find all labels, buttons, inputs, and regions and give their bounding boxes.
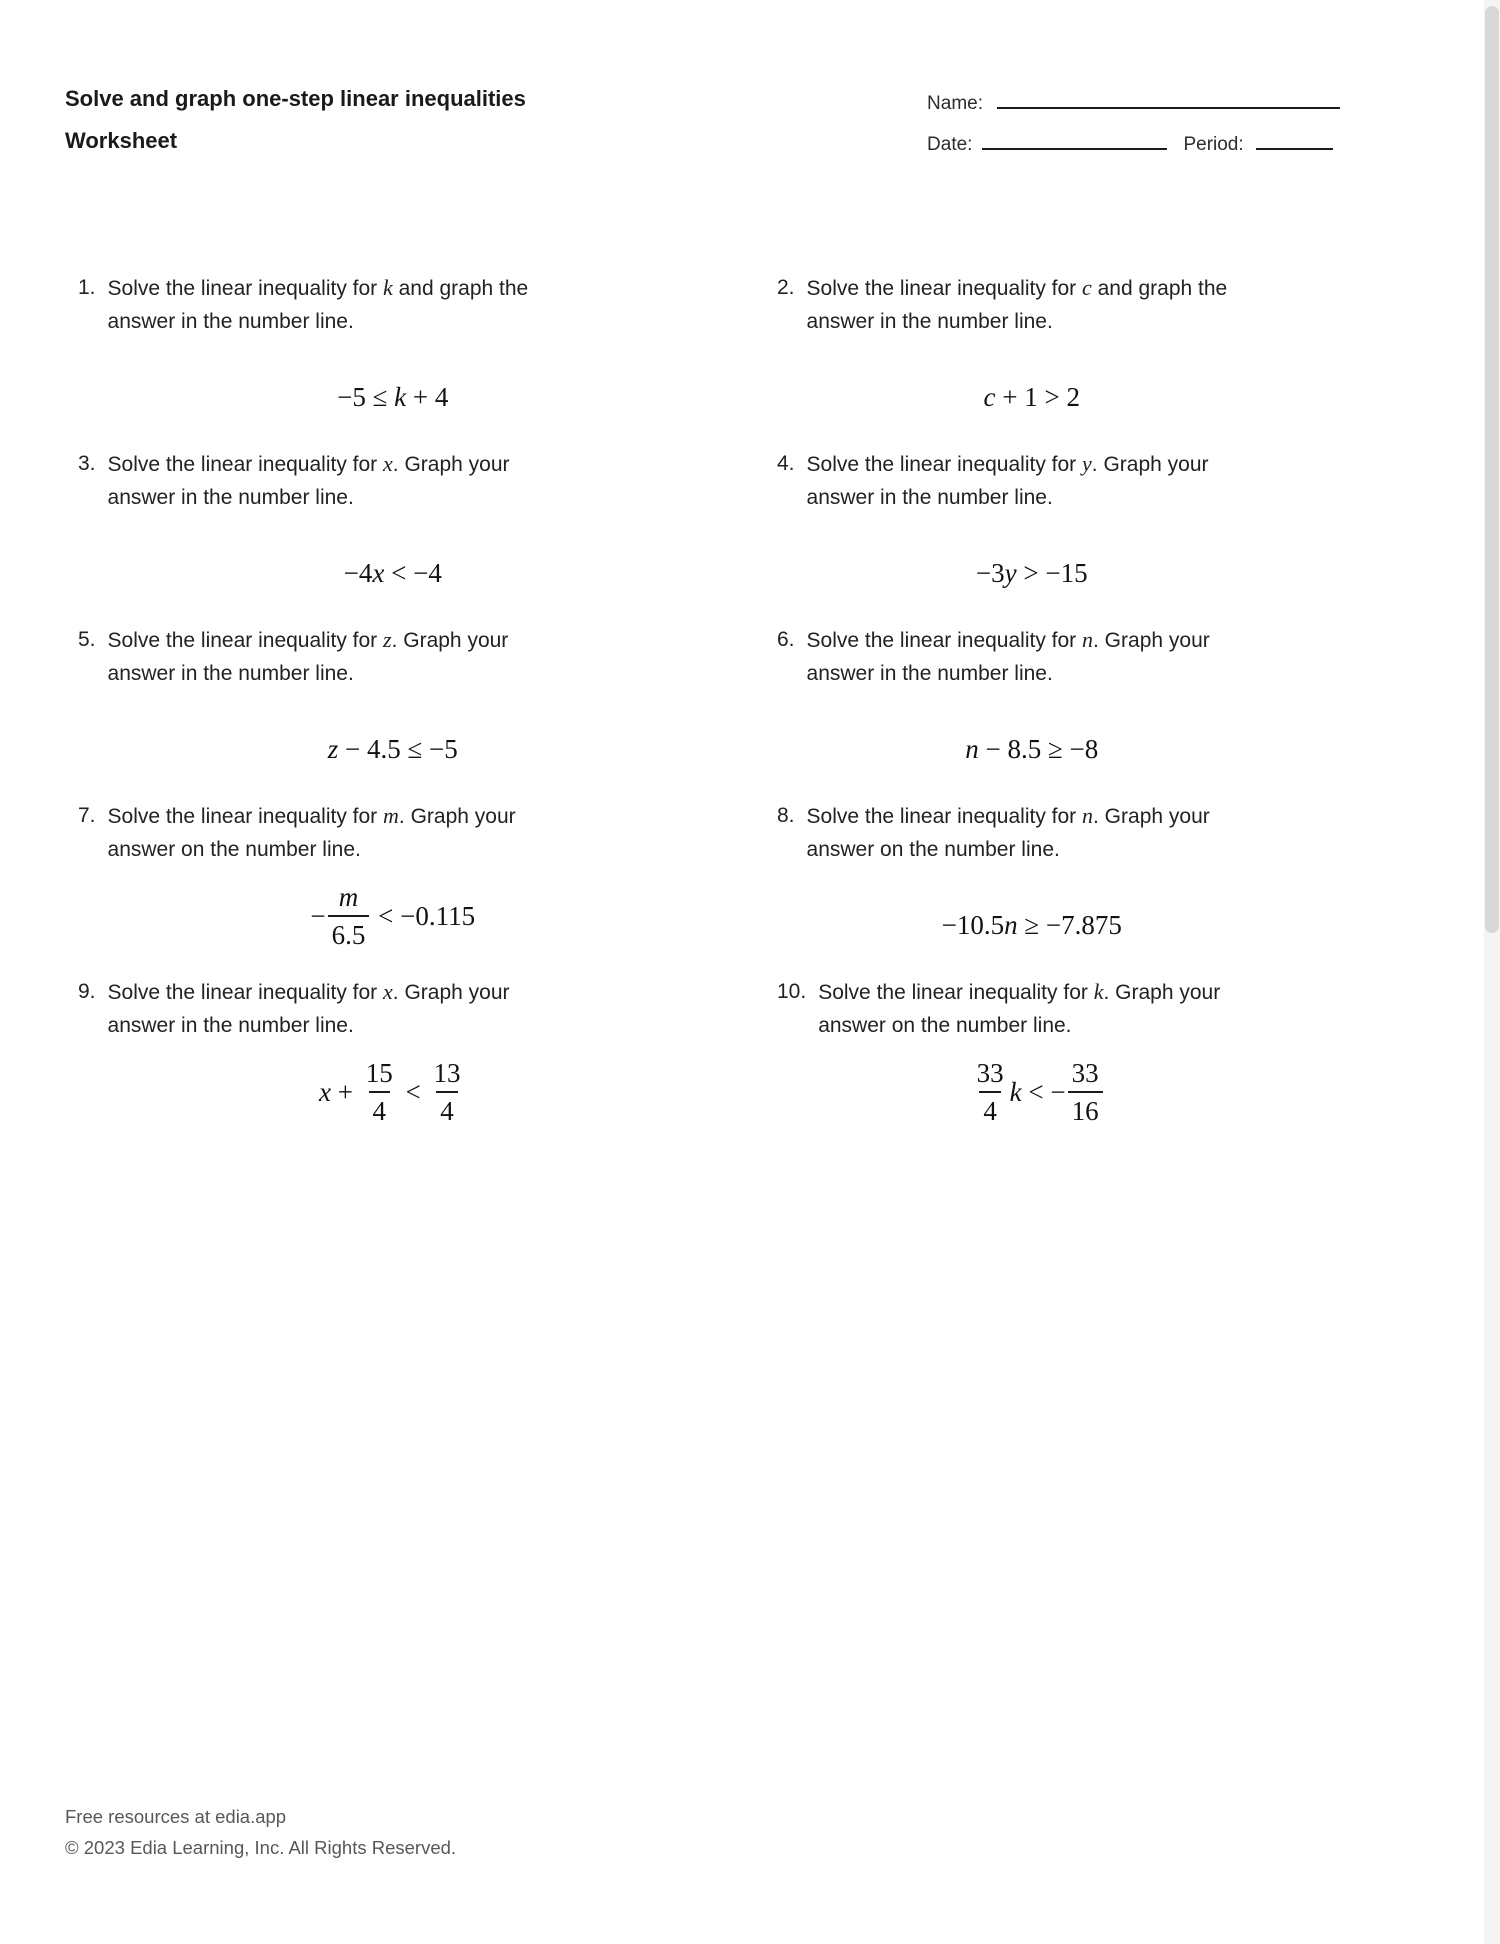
math-variable: x xyxy=(319,1077,332,1107)
math-text: . Graph your xyxy=(1091,453,1209,476)
math-text: + 4 xyxy=(406,382,449,412)
fraction-numerator xyxy=(362,1055,397,1091)
math-variable: n xyxy=(965,734,979,764)
problem-statement-line2 xyxy=(807,657,1257,690)
math-text: Solve the linear inequality for xyxy=(806,277,1083,300)
page-title-line2: Worksheet xyxy=(65,128,178,153)
problem-expression xyxy=(807,555,1257,591)
problem-expression xyxy=(108,555,558,591)
fraction-numerator xyxy=(429,1055,464,1091)
problem-body xyxy=(108,271,558,415)
problem-number: 5. xyxy=(78,628,96,651)
problem-item xyxy=(777,447,1257,623)
problem-body xyxy=(807,623,1257,767)
problem-body xyxy=(108,447,558,591)
math-text: − 8.5 ≥ −8 xyxy=(978,734,1099,764)
math-variable: y xyxy=(1004,558,1017,588)
problem-body xyxy=(807,271,1257,415)
problem-body xyxy=(108,623,558,767)
student-fields xyxy=(927,78,1340,162)
problem-statement-line1 xyxy=(108,447,558,481)
math-text: 13 xyxy=(433,1058,461,1088)
math-variable: z xyxy=(327,734,339,764)
math-text: . Graph your xyxy=(392,981,510,1004)
math-text: > −15 xyxy=(1016,558,1088,588)
problem-number: 1. xyxy=(78,276,96,299)
problem-statement-line2 xyxy=(807,305,1257,338)
fraction-denominator xyxy=(1068,1091,1103,1129)
math-variable: n xyxy=(1082,803,1094,828)
problem-statement-line2 xyxy=(108,657,558,690)
problem-number: 8. xyxy=(777,804,795,827)
problem-expression xyxy=(807,907,1257,943)
math-text: Solve the linear inequality for xyxy=(107,805,384,828)
math-variable: c xyxy=(983,382,996,412)
math-text: answer on the number line. xyxy=(818,1014,1072,1037)
problem-expression xyxy=(807,379,1257,415)
math-text: Solve the linear inequality for xyxy=(107,277,384,300)
math-variable: z xyxy=(383,627,392,652)
math-text: < − xyxy=(1021,1077,1066,1107)
worksheet-header xyxy=(0,0,1500,162)
page-title-line1: Solve and graph one-step linear inequalities xyxy=(65,86,526,111)
math-text: 33 xyxy=(976,1058,1004,1088)
problem-item xyxy=(777,975,1257,1151)
fraction-denominator xyxy=(328,915,370,953)
problem-number: 2. xyxy=(777,276,795,299)
name-field-row xyxy=(927,92,1340,115)
math-text: . Graph your xyxy=(1103,981,1221,1004)
problem-item xyxy=(78,271,558,447)
fraction-denominator xyxy=(979,1091,1001,1129)
problem-expression xyxy=(807,731,1257,767)
math-text: 15 xyxy=(365,1058,393,1088)
problem-statement-line1 xyxy=(108,623,558,657)
page-footer xyxy=(65,1801,456,1863)
fraction-denominator xyxy=(369,1091,391,1129)
problem-body xyxy=(818,975,1257,1129)
date-label: Date: xyxy=(927,134,973,155)
fraction-denominator xyxy=(436,1091,458,1129)
math-fraction xyxy=(362,1055,397,1129)
math-text: answer in the number line. xyxy=(107,310,354,333)
problem-item xyxy=(78,799,558,975)
math-fraction xyxy=(973,1055,1008,1129)
problem-statement-line1 xyxy=(807,799,1257,833)
problem-number: 10. xyxy=(777,980,807,1003)
math-variable: x xyxy=(383,979,393,1004)
scrollbar-thumb[interactable] xyxy=(1485,6,1499,933)
math-variable: k xyxy=(383,275,393,300)
problem-item xyxy=(777,271,1257,447)
scrollbar-track[interactable] xyxy=(1484,0,1500,1944)
math-text: answer in the number line. xyxy=(107,662,354,685)
period-blank-line xyxy=(1256,133,1333,150)
math-text: and graph the xyxy=(392,277,529,300)
math-fraction xyxy=(1068,1055,1103,1129)
problem-body xyxy=(807,447,1257,591)
math-text: −10.5 xyxy=(941,910,1005,940)
problem-expression xyxy=(108,879,558,953)
fraction-numerator xyxy=(1068,1055,1103,1091)
math-text: 6.5 xyxy=(331,920,366,950)
date-blank-line xyxy=(982,133,1167,150)
math-text: 16 xyxy=(1071,1096,1099,1126)
problems-grid xyxy=(78,271,1500,1151)
problem-item xyxy=(777,623,1257,799)
problem-item xyxy=(78,623,558,799)
problem-statement-line2 xyxy=(108,1009,558,1042)
math-text: < −0.115 xyxy=(371,901,476,931)
fraction-numerator xyxy=(973,1055,1008,1091)
footer-resources-line: Free resources at edia.app xyxy=(65,1806,287,1827)
name-blank-line xyxy=(997,92,1340,109)
problem-statement-line2 xyxy=(108,481,558,514)
problem-number: 4. xyxy=(777,452,795,475)
math-text: and graph the xyxy=(1091,277,1228,300)
math-text: < −4 xyxy=(384,558,442,588)
math-variable: x xyxy=(383,451,393,476)
math-text: . Graph your xyxy=(1093,629,1210,652)
math-variable: k xyxy=(1009,1077,1022,1107)
math-text: answer in the number line. xyxy=(806,310,1053,333)
math-variable: m xyxy=(338,882,359,912)
problem-number: 6. xyxy=(777,628,795,651)
math-text: ≥ −7.875 xyxy=(1017,910,1122,940)
problem-body xyxy=(108,975,558,1129)
footer-copyright-line: © 2023 Edia Learning, Inc. All Rights Reserved. xyxy=(65,1837,457,1858)
problem-number: 3. xyxy=(78,452,96,475)
math-variable: x xyxy=(372,558,385,588)
math-text: Solve the linear inequality for xyxy=(107,453,384,476)
problem-expression xyxy=(818,1055,1257,1129)
math-text: 4 xyxy=(440,1096,454,1126)
math-text: . Graph your xyxy=(391,629,509,652)
math-text: Solve the linear inequality for xyxy=(806,805,1083,828)
problem-item xyxy=(777,799,1257,975)
math-text: + 1 > 2 xyxy=(995,382,1080,412)
period-label: Period: xyxy=(1183,134,1244,155)
math-variable: y xyxy=(1082,451,1092,476)
math-text: . Graph your xyxy=(392,453,510,476)
math-text: − 4.5 ≤ −5 xyxy=(338,734,458,764)
math-text: Solve the linear inequality for xyxy=(806,453,1083,476)
fraction-numerator xyxy=(335,879,363,915)
date-period-field-row xyxy=(927,133,1340,156)
math-text: −4 xyxy=(343,558,373,588)
problem-item xyxy=(78,447,558,623)
math-text: + xyxy=(331,1077,360,1107)
problem-body xyxy=(108,799,558,953)
problem-number: 9. xyxy=(78,980,96,1003)
page-title xyxy=(65,78,526,162)
problem-statement-line1 xyxy=(108,271,558,305)
math-fraction xyxy=(429,1055,464,1129)
math-text: answer in the number line. xyxy=(107,486,354,509)
problem-statement-line2 xyxy=(818,1009,1257,1042)
problem-statement-line2 xyxy=(108,305,558,338)
math-text: Solve the linear inequality for xyxy=(107,981,384,1004)
math-text: . Graph your xyxy=(1093,805,1210,828)
problem-expression xyxy=(108,379,558,415)
problem-statement-line2 xyxy=(807,833,1257,866)
problem-expression xyxy=(108,1055,558,1129)
math-text: 33 xyxy=(1071,1058,1099,1088)
problem-statement-line2 xyxy=(807,481,1257,514)
problem-statement-line1 xyxy=(108,975,558,1009)
math-text: answer on the number line. xyxy=(107,838,361,861)
math-text: Solve the linear inequality for xyxy=(107,629,384,652)
math-text: answer in the number line. xyxy=(806,662,1053,685)
problem-statement-line1 xyxy=(108,799,558,833)
name-label: Name: xyxy=(927,93,983,114)
math-text: −3 xyxy=(975,558,1005,588)
math-variable: m xyxy=(383,803,399,828)
math-text: −5 ≤ xyxy=(337,382,395,412)
math-variable: c xyxy=(1082,275,1092,300)
problem-item xyxy=(78,975,558,1151)
math-variable: k xyxy=(394,382,407,412)
problem-statement-line1 xyxy=(807,447,1257,481)
problem-statement-line1 xyxy=(807,271,1257,305)
math-variable: n xyxy=(1004,910,1018,940)
problem-body xyxy=(807,799,1257,943)
math-text: 4 xyxy=(372,1096,386,1126)
problem-expression xyxy=(108,731,558,767)
math-text: 4 xyxy=(983,1096,997,1126)
math-text: answer on the number line. xyxy=(806,838,1060,861)
math-text: answer in the number line. xyxy=(107,1014,354,1037)
math-text: . Graph your xyxy=(398,805,516,828)
math-variable: n xyxy=(1082,627,1094,652)
math-text: < xyxy=(398,1077,428,1107)
math-variable: k xyxy=(1093,979,1104,1004)
problem-statement-line1 xyxy=(807,623,1257,657)
problem-statement-line1 xyxy=(818,975,1257,1009)
math-fraction xyxy=(328,879,370,953)
math-text: Solve the linear inequality for xyxy=(806,629,1083,652)
problem-number: 7. xyxy=(78,804,96,827)
math-text: answer in the number line. xyxy=(806,486,1053,509)
math-text: Solve the linear inequality for xyxy=(818,981,1094,1004)
math-text: − xyxy=(310,901,326,931)
problem-statement-line2 xyxy=(108,833,558,866)
